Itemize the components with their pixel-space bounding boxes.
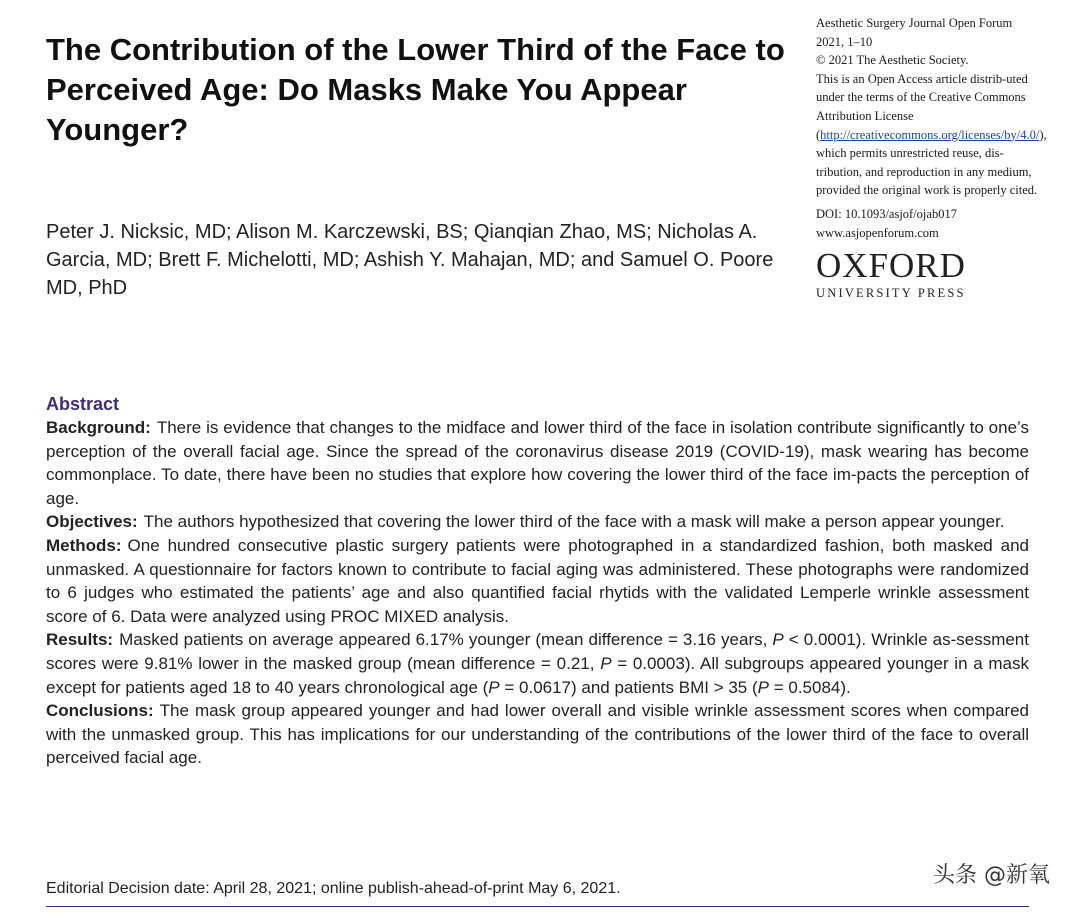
p-value-symbol: P (600, 653, 612, 673)
logo-wordmark: OXFORD (816, 246, 966, 286)
results-text-3: = 0.0003). All subgroups appeared younger in a mask except for patients aged 18 to 40 years chronological age ( (46, 653, 1029, 697)
background-label: Background: (46, 418, 151, 437)
p-value-symbol: P (757, 677, 769, 697)
logo-subtitle: UNIVERSITY PRESS (816, 286, 966, 301)
citation: 2021, 1–10 (816, 34, 873, 49)
conclusions-label: Conclusions: (46, 701, 154, 721)
abstract-heading: Abstract (46, 394, 120, 414)
abstract-results (46, 628, 1029, 699)
results-label: Results: (46, 630, 114, 650)
abstract-conclusions (46, 699, 1029, 770)
journal-name: Aesthetic Surgery Journal Open Forum (816, 16, 1013, 30)
license-text-end: ), which permits unrestricted reuse, dis-tribution, and reproduction in any medium, provided the original work is properly cited. (816, 127, 1047, 198)
conclusions-text: The mask group appeared younger and had lower overall and visible wrinkle assessment scores when compared with the unmasked group. This has implications for our understanding of the contributions of the lower third of the face to overall perceived facial age. (46, 701, 1029, 768)
p-value-symbol: P (772, 630, 784, 650)
background-text: There is evidence that changes to the midface and lower third of the face in isolation contribute significantly to one’s perception of the overall facial age. Since the spread of the coronavirus disease 2019 (COVID-19), mask wearing has become commonplace. To date, there have been no studies that explore how covering the lower third of the face im-pacts the perception of age. (46, 418, 1029, 508)
license-notice (816, 70, 1047, 200)
p-value-symbol: P (488, 677, 500, 697)
objectives-text: The authors hypothesized that covering the lower third of the face with a mask will make a person appear younger. (143, 512, 1005, 532)
doi: DOI: 10.1093/asjof/ojab017 (816, 206, 957, 221)
journal-website: www.asjopenforum.com (816, 225, 939, 240)
watermark: 头条 @新氧 (929, 856, 1054, 891)
author-list: Peter J. Nicksic, MD; Alison M. Karczewski, BS; Qianqian Zhao, MS; Nicholas A. Garcia, MD; Brett F. Michelotti, MD; Ashish Y. Mahajan, MD; and Samuel O. Poore MD, PhD (46, 221, 774, 299)
footer-rule (46, 906, 1029, 907)
copyright-notice: © 2021 The Aesthetic Society. (816, 53, 969, 68)
journal-info-sidebar (816, 14, 1047, 303)
abstract-methods (46, 534, 1029, 628)
results-text-4: = 0.0617) and patients BMI > 35 ( (499, 677, 758, 697)
abstract (46, 392, 1029, 770)
results-text-5: = 0.5084). (768, 677, 851, 697)
license-text-start: This is an Open Access article distrib-uted under the terms of the Creative Commons Attribution License ( (816, 71, 1028, 142)
editorial-decision-date: Editorial Decision date: April 28, 2021; online publish-ahead-of-print May 6, 2021. (46, 880, 621, 897)
results-text-2: < 0.0001). Wrinkle as-sessment scores were 9.81% lower in the masked group (mean difference = 0.21, (46, 630, 1029, 673)
oxford-university-press-logo (816, 246, 1038, 303)
results-text-1: Masked patients on average appeared 6.17% younger (mean difference = 3.16 years, (119, 630, 773, 650)
methods-label: Methods: (46, 535, 122, 555)
abstract-background (46, 416, 1029, 510)
objectives-label: Objectives: (46, 512, 138, 532)
article-title: The Contribution of the Lower Third of the Face to Perceived Age: Do Masks Make You Appear Younger? (46, 32, 785, 147)
abstract-objectives (46, 510, 1029, 534)
license-link[interactable]: http://creativecommons.org/licenses/by/4.0/ (820, 127, 1040, 142)
methods-text: One hundred consecutive plastic surgery patients were photographed in a standardized fashion, both masked and unmasked. A questionnaire for factors known to contribute to facial aging was administered. These photographs were randomized to 6 judges who estimated the patients’ age and also quantified facial rhytids with the validated Lemperle wrinkle assessment score of 6. Data were analyzed using PROC MIXED analysis. (46, 535, 1029, 626)
